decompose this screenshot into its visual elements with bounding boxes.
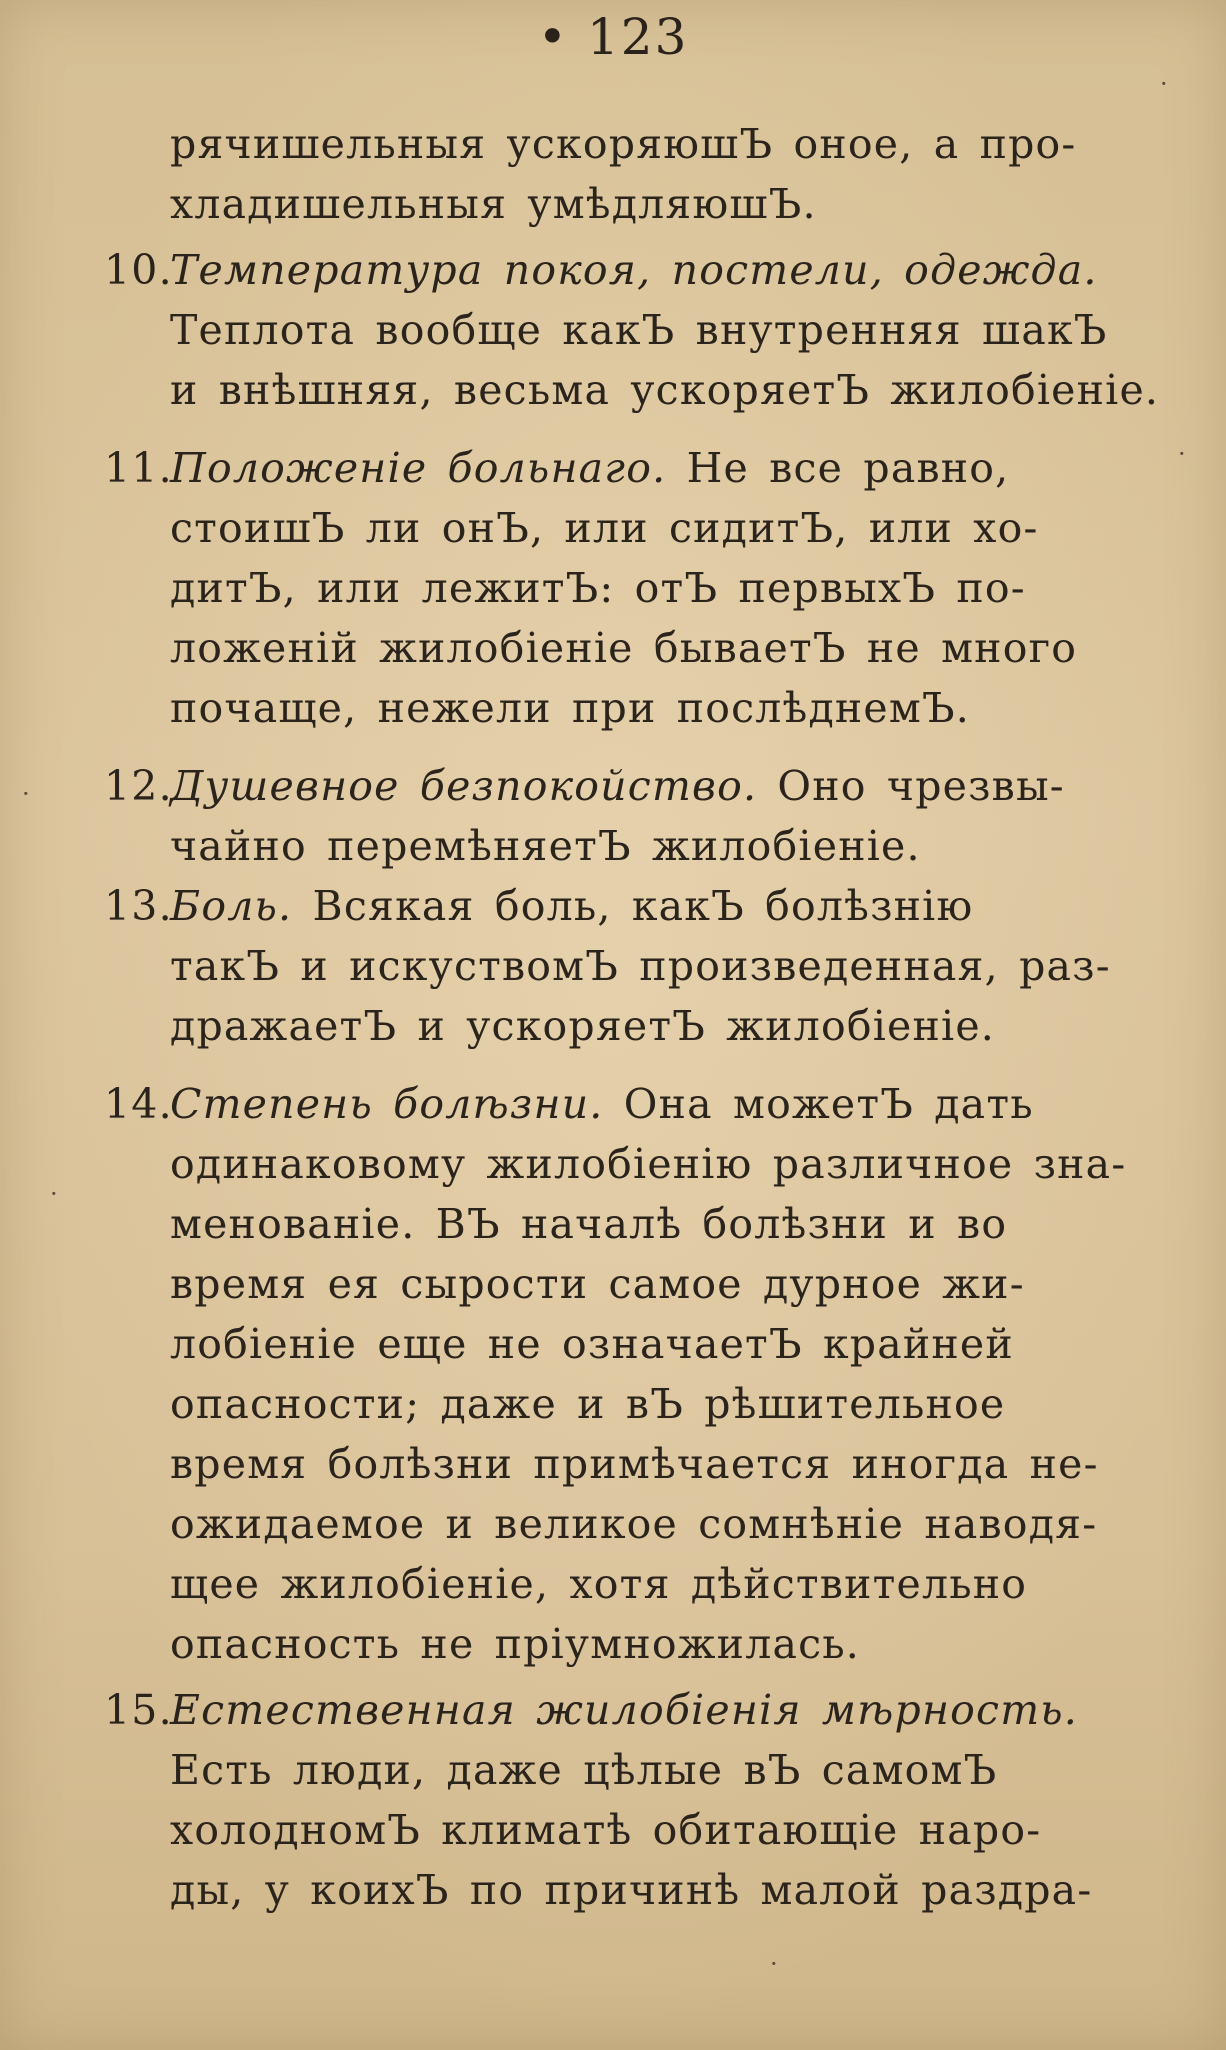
section-number: 12.	[104, 762, 173, 810]
text-line: дитЪ, или лежитЪ: отЪ первыхЪ по-	[170, 564, 1026, 612]
text-line: дражаетЪ и ускоряетЪ жилобіеніе.	[170, 1002, 996, 1050]
paper-speck: ·	[770, 1950, 778, 1978]
section-number: 14.	[104, 1080, 173, 1128]
section-heading: Температура покоя, постели, одежда.	[170, 246, 1098, 294]
section-13-line-1	[104, 876, 1134, 936]
section-text: Всякая боль, какЪ болѣзнію	[292, 882, 974, 930]
section-number: 10.	[104, 246, 173, 294]
section-heading: Положеніе больнаго.	[170, 444, 667, 492]
text-line: стоишЪ ли онЪ, или сидитЪ, или хо-	[170, 504, 1039, 552]
text-line: одинаковому жилобіенію различное зна-	[170, 1140, 1127, 1188]
text-line: щее жилобіеніе, хотя дѣйствительно	[170, 1560, 1028, 1608]
text-line: лобіеніе еще не означаетЪ крайней	[170, 1320, 1014, 1368]
text-line: ды, у коихЪ по причинѣ малой раздра-	[170, 1866, 1093, 1914]
text-line: время ея сырости самое дурное жи-	[170, 1260, 1025, 1308]
section-heading: Душевное безпокойство.	[170, 762, 758, 810]
section-number: 13.	[104, 882, 173, 930]
section-15-line-1	[104, 1680, 1134, 1740]
text-line: менованіе. ВЪ началѣ болѣзни и во	[170, 1200, 1008, 1248]
text-line: холодномЪ климатѣ обитающіе наро-	[170, 1806, 1042, 1854]
text-line: ложеній жилобіеніе бываетЪ не много	[170, 624, 1078, 672]
section-number: 11.	[104, 444, 173, 492]
text-line: опасности; даже и вЪ рѣшительное	[170, 1380, 1006, 1428]
text-line: Теплота вообще какЪ внутренняя шакЪ	[170, 306, 1108, 354]
section-heading: Степень болѣзни.	[170, 1080, 604, 1128]
section-heading: Естественная жилобіенія мѣрность.	[170, 1686, 1079, 1734]
text-line: опасность не пріумножилась.	[170, 1620, 861, 1668]
text-line: время болѣзни примѣчается иногда не-	[170, 1440, 1099, 1488]
paper-speck: ·	[50, 1180, 58, 1208]
text-line: рячишельныя ускоряюшЪ оное, а про-	[170, 120, 1077, 168]
paper-speck: ·	[1160, 70, 1168, 98]
section-text: Она можетЪ дать	[603, 1080, 1034, 1128]
section-11-line-1	[104, 438, 1134, 498]
text-line: чайно перемѣняетЪ жилобіеніе.	[170, 822, 921, 870]
section-text: Оно чрезвы-	[757, 762, 1065, 810]
text-line: ожидаемое и великое сомнѣніе наводя-	[170, 1500, 1098, 1548]
text-line: и внѣшняя, весьма ускоряетЪ жилобіеніе.	[170, 366, 1160, 414]
page-number: • 123	[537, 8, 689, 66]
section-14-line-1	[104, 1074, 1134, 1134]
text-line: Есть люди, даже цѣлые вЪ самомЪ	[170, 1746, 998, 1794]
section-12-line-1	[104, 756, 1134, 816]
paper-speck: ·	[22, 780, 30, 808]
paper-speck: ·	[1178, 440, 1186, 468]
section-10-line-1	[104, 240, 1134, 300]
section-text: Не все равно,	[666, 444, 1010, 492]
text-line: почаще, нежели при послѣднемЪ.	[170, 684, 970, 732]
section-heading: Боль.	[170, 882, 293, 930]
page-text	[104, 114, 1160, 1920]
text-line: такЪ и искуствомЪ произведенная, раз-	[170, 942, 1111, 990]
section-number: 15.	[104, 1686, 173, 1734]
text-line: хладишельныя умѣдляюшЪ.	[170, 180, 817, 228]
